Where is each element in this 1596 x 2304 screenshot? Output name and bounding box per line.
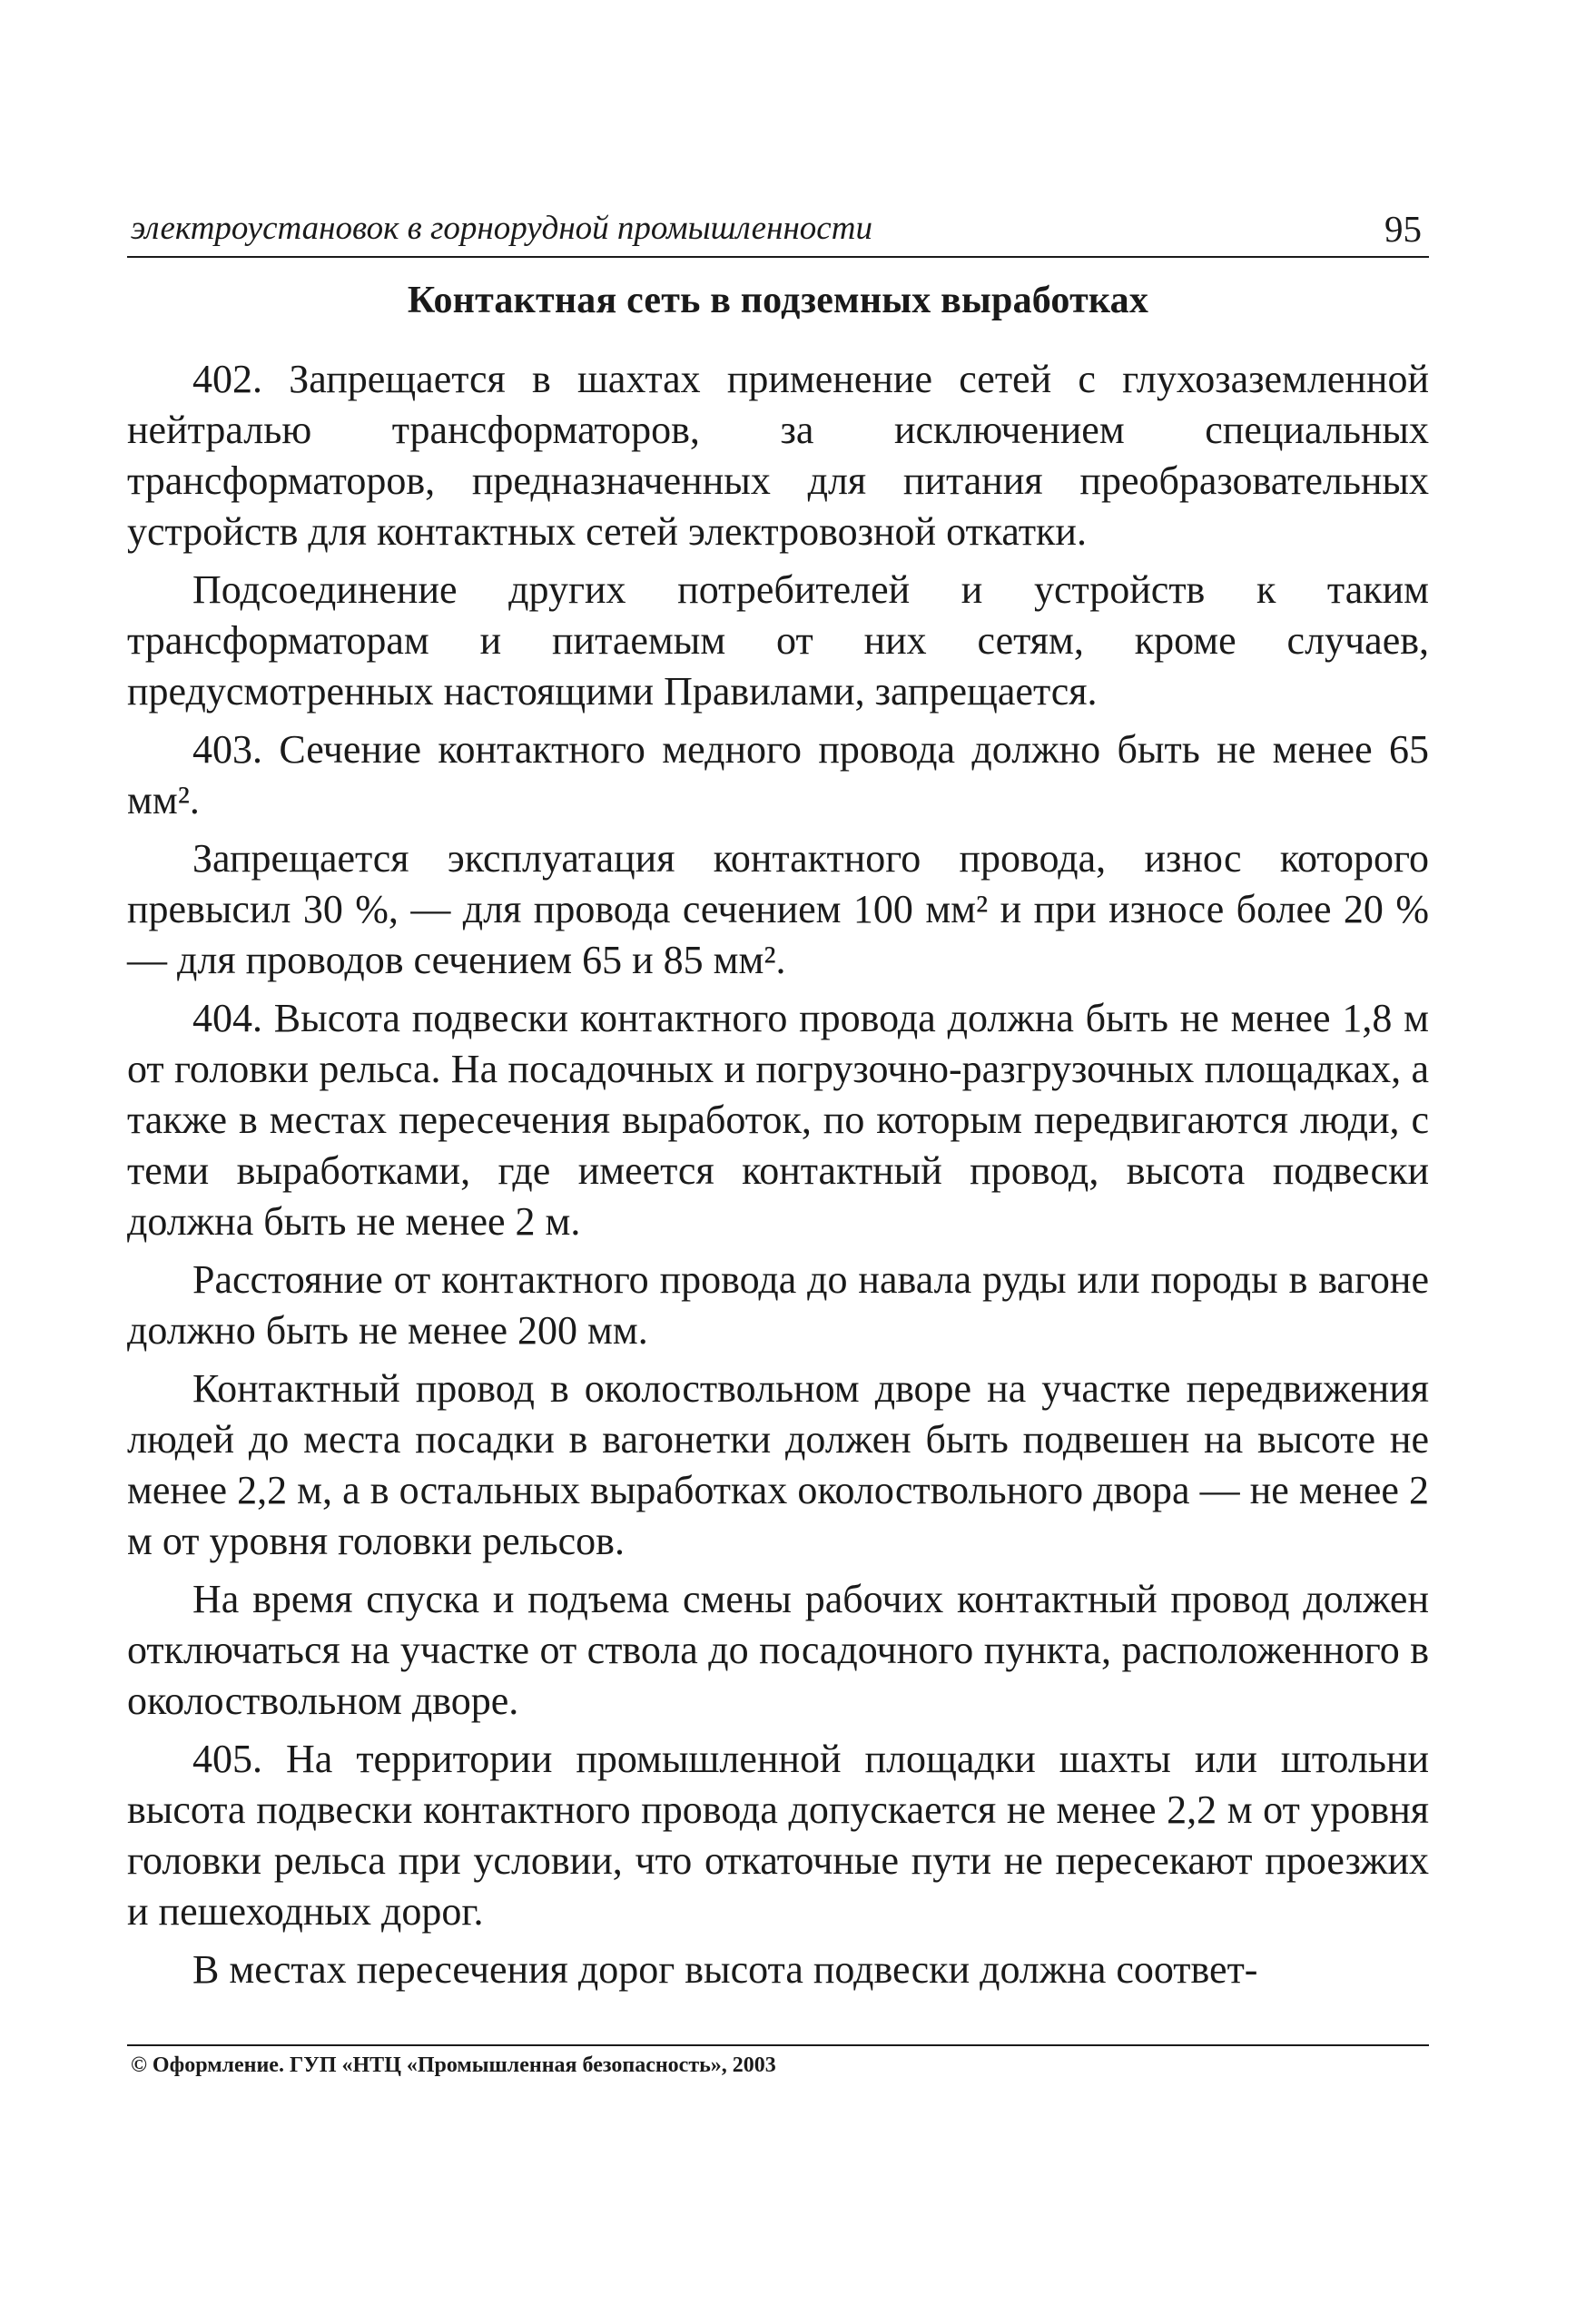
section-heading: Контактная сеть в подземных выработках bbox=[407, 280, 1149, 321]
paragraph-405: 405. На территории промышленной площадки шахты или штольни высота подвески контактного провода допускается не менее 2,2 м от уровня головки рельса при условии, что откаточные пути не пересекают проезжих и пешеходных дорог. bbox=[127, 1737, 1429, 1934]
paragraph: На время спуска и подъема смены рабочих контактный провод должен отключаться на участке от ствола до посадочного пункта, расположенного в околоствольном дворе. bbox=[127, 1577, 1429, 1723]
paragraph-404: 404. Высота подвески контактного провода должна быть не менее 1,8 м от головки рельса. На посадочных и погрузочно-разгрузочных площадках, а также в местах пересечения выработок, по которым передвигаются люди, с теми выработками, где имеется контактный провод, высота подвески должна быть не менее 2 м. bbox=[127, 996, 1429, 1244]
paragraph-403: 403. Сечение контактного медного провода должно быть не менее 65 мм². bbox=[127, 727, 1429, 822]
paragraph: Контактный провод в околоствольном дворе на участке передвижения людей до места посадки в вагонетки должен быть подвешен на высоте не менее 2,2 м, а в остальных выработках околоствольного двора — не менее 2 м от уровня головки рельсов. bbox=[127, 1366, 1429, 1563]
paragraph: В местах пересечения дорог высота подвески должна соответ- bbox=[192, 1947, 1258, 1992]
header-rule bbox=[127, 256, 1429, 258]
paragraph: Запрещается эксплуатация контактного провода, износ которого превысил 30 %, — для провода сечением 100 мм² и при износе более 20 % — для проводов сечением 65 и 85 мм². bbox=[127, 836, 1429, 982]
paragraph: Расстояние от контактного провода до навала руды или породы в вагоне должно быть не менее 200 мм. bbox=[127, 1257, 1429, 1353]
running-title: электроустановок в горнорудной промышленности bbox=[131, 210, 872, 247]
running-header bbox=[127, 202, 1429, 258]
copyright-footer: © Оформление. ГУП «НТЦ «Промышленная безопасность», 2003 bbox=[131, 2053, 776, 2077]
page-number: 95 bbox=[1384, 208, 1422, 250]
paragraph: Подсоединение других потребителей и устройств к таким трансформаторам и питаемым от них сетям, кроме случаев, предусмотренных настоящими Правилами, запрещается. bbox=[127, 567, 1429, 714]
body-text bbox=[127, 354, 1429, 2003]
footer-rule bbox=[127, 2044, 1429, 2046]
paragraph-402: 402. Запрещается в шахтах применение сетей с глухозаземленной нейтралью трансформаторов, за исключением специальных трансформаторов, предназначенных для питания преобразовательных устройств для контактных сетей электровозной откатки. bbox=[127, 357, 1429, 554]
